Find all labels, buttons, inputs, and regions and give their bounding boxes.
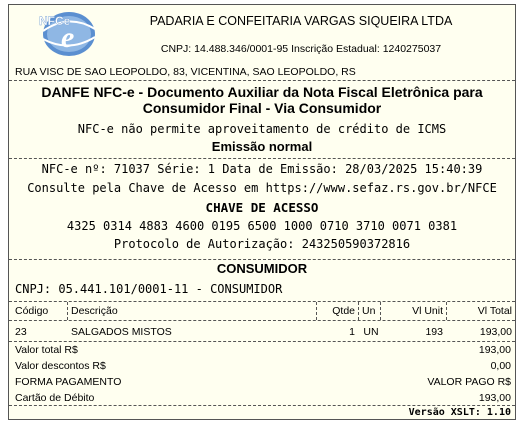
discount-value: 0,00 <box>490 360 511 372</box>
emission-type: Emissão normal <box>211 139 313 154</box>
table-row <box>9 323 515 341</box>
divider <box>9 341 515 342</box>
divider <box>9 405 515 406</box>
payment-method-label: FORMA PAGAMENTO <box>15 376 122 388</box>
consumer-cnpj: CNPJ: 05.441.101/0001-11 - CONSUMIDOR <box>15 282 283 296</box>
item-total: 193,00 <box>479 326 512 338</box>
store-address: RUA VISC DE SAO LEOPOLDO, 83, VICENTINA, SAO LEOPOLDO, RS <box>15 66 356 78</box>
payment-header-row <box>9 375 515 389</box>
logo-text: NFCe <box>39 14 71 28</box>
total-row <box>9 343 515 357</box>
header-total: Vl Total <box>477 305 512 317</box>
item-description: SALGADOS MISTOS <box>71 326 172 338</box>
discount-label: Valor descontos R$ <box>15 360 106 372</box>
header-unit-price: Vl Unit <box>412 305 443 317</box>
store-ids: CNPJ: 14.488.346/0001-95 Inscrição Estadual: 1240275037 <box>160 43 442 55</box>
header-unit: Un <box>362 305 376 317</box>
header-code: Código <box>15 305 49 317</box>
header-description: Descrição <box>71 305 118 317</box>
payment-value: 193,00 <box>478 392 511 404</box>
table-header-row <box>9 301 515 321</box>
doc-title-line2: Consumidor Final - Via Consumidor <box>142 100 382 116</box>
divider <box>9 158 515 159</box>
total-value: 193,00 <box>478 344 511 356</box>
svg-text:e: e <box>61 21 75 54</box>
item-unit-price: 193 <box>425 326 443 338</box>
divider <box>9 80 515 81</box>
payment-method: Cartão de Débito <box>15 392 95 404</box>
nfce-info-line: NFC-e nº: 71037 Série: 1 Data de Emissão: 28/03/2025 15:40:39 <box>41 162 483 176</box>
total-label: Valor total R$ <box>15 344 78 356</box>
item-code: 23 <box>15 326 27 338</box>
consult-url: Consulte pela Chave de Acesso em https://www.sefaz.rs.gov.br/NFCE <box>27 181 497 195</box>
access-key: 4325 0314 4883 4600 0195 6500 1000 0710 3710 0071 0381 <box>66 219 458 233</box>
item-unit: UN <box>363 326 379 338</box>
amount-paid-label: VALOR PAGO R$ <box>427 376 511 388</box>
consumer-title: CONSUMIDOR <box>216 261 308 276</box>
discount-row <box>9 359 515 373</box>
payment-row <box>9 391 515 405</box>
danfe-receipt <box>8 4 516 420</box>
header-quantity: Qtde <box>332 305 355 317</box>
store-name: PADARIA E CONFEITARIA VARGAS SIQUEIRA LTDA <box>149 14 453 28</box>
nfce-logo-icon <box>33 7 97 59</box>
icms-credit-note: NFC-e não permite aproveitamento de crédito de ICMS <box>77 122 447 136</box>
divider <box>9 259 515 260</box>
doc-title-line1: DANFE NFC-e - Documento Auxiliar da Nota Fiscal Eletrônica para <box>41 84 483 100</box>
access-key-title: CHAVE DE ACESSO <box>205 200 319 215</box>
receipt-header <box>9 5 515 65</box>
authorization-protocol: Protocolo de Autorização: 243250590372816 <box>113 237 411 251</box>
item-quantity: 1 <box>349 326 355 338</box>
xslt-version: Versão XSLT: 1.10 <box>408 407 511 418</box>
